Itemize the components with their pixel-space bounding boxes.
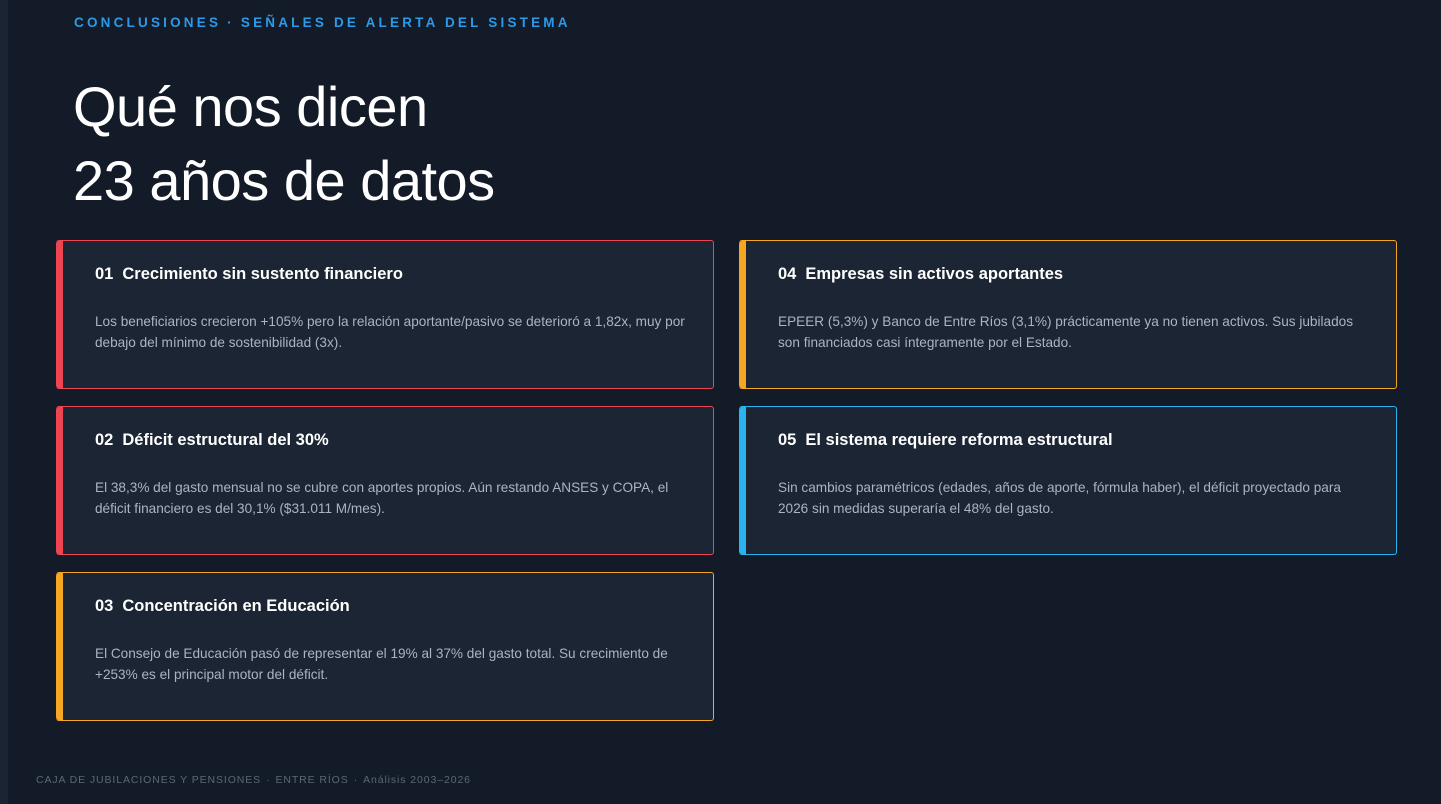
eyebrow-part1: CONCLUSIONES bbox=[74, 15, 222, 30]
card-number: 01 bbox=[95, 265, 114, 283]
card-body-text: EPEER (5,3%) y Banco de Entre Ríos (3,1%) prácticamente ya no tienen activos. Sus jubilados son financiados casi íntegramente por el Estado. bbox=[778, 314, 1353, 351]
eyebrow-label bbox=[74, 15, 571, 30]
card-title: Déficit estructural del 30% bbox=[122, 431, 329, 449]
card-title: El sistema requiere reforma estructural bbox=[805, 431, 1113, 449]
card-heading bbox=[778, 265, 1370, 284]
page-title bbox=[73, 70, 495, 218]
card-number: 04 bbox=[778, 265, 797, 283]
card-body-text: El 38,3% del gasto mensual no se cubre con aportes propios. Aún restando ANSES y COPA, el déficit financiero es del 30,1% ($31.011 M/mes). bbox=[95, 480, 669, 517]
footer-meta bbox=[36, 774, 471, 786]
card-heading bbox=[778, 431, 1370, 450]
card-number: 02 bbox=[95, 431, 114, 449]
footer-analysis-range: Análisis 2003–2026 bbox=[363, 774, 471, 786]
card-heading bbox=[95, 265, 687, 284]
cards-column-right bbox=[739, 240, 1397, 572]
card-heading bbox=[95, 431, 687, 450]
card-body-text: El Consejo de Educación pasó de representar el 19% al 37% del gasto total. Su crecimiento de +253% es el principal motor del déficit. bbox=[95, 646, 668, 683]
card-body-text: Los beneficiarios crecieron +105% pero la relación aportante/pasivo se deterioró a 1,82x, muy por debajo del mínimo de sostenibilidad (3x). bbox=[95, 314, 685, 351]
eyebrow-separator: · bbox=[227, 15, 235, 30]
card-body-text: Sin cambios paramétricos (edades, años de aporte, fórmula haber), el déficit proyectado para 2026 sin medidas superaría el 48% del gasto. bbox=[778, 480, 1341, 517]
card-number: 05 bbox=[778, 431, 797, 449]
eyebrow-part2: SEÑALES DE ALERTA DEL SISTEMA bbox=[240, 15, 571, 30]
left-rail-decoration bbox=[0, 0, 8, 804]
card-heading bbox=[95, 597, 687, 616]
conclusion-card-04 bbox=[739, 240, 1397, 389]
footer-region: ENTRE RÍOS bbox=[275, 774, 349, 786]
card-title: Empresas sin activos aportantes bbox=[805, 265, 1064, 283]
title-line-1: Qué nos dicen bbox=[73, 75, 428, 138]
title-line-2: 23 años de datos bbox=[73, 148, 495, 212]
footer-dot-1: · bbox=[266, 774, 271, 786]
conclusion-card-01 bbox=[56, 240, 714, 389]
footer-dot-2: · bbox=[353, 774, 359, 786]
card-number: 03 bbox=[95, 597, 114, 615]
cards-column-left bbox=[56, 240, 714, 738]
conclusion-card-02 bbox=[56, 406, 714, 555]
conclusion-card-03 bbox=[56, 572, 714, 721]
card-title: Crecimiento sin sustento financiero bbox=[122, 265, 403, 283]
footer-org: CAJA DE JUBILACIONES Y PENSIONES bbox=[36, 774, 262, 786]
card-title: Concentración en Educación bbox=[122, 597, 350, 615]
conclusion-card-05 bbox=[739, 406, 1397, 555]
